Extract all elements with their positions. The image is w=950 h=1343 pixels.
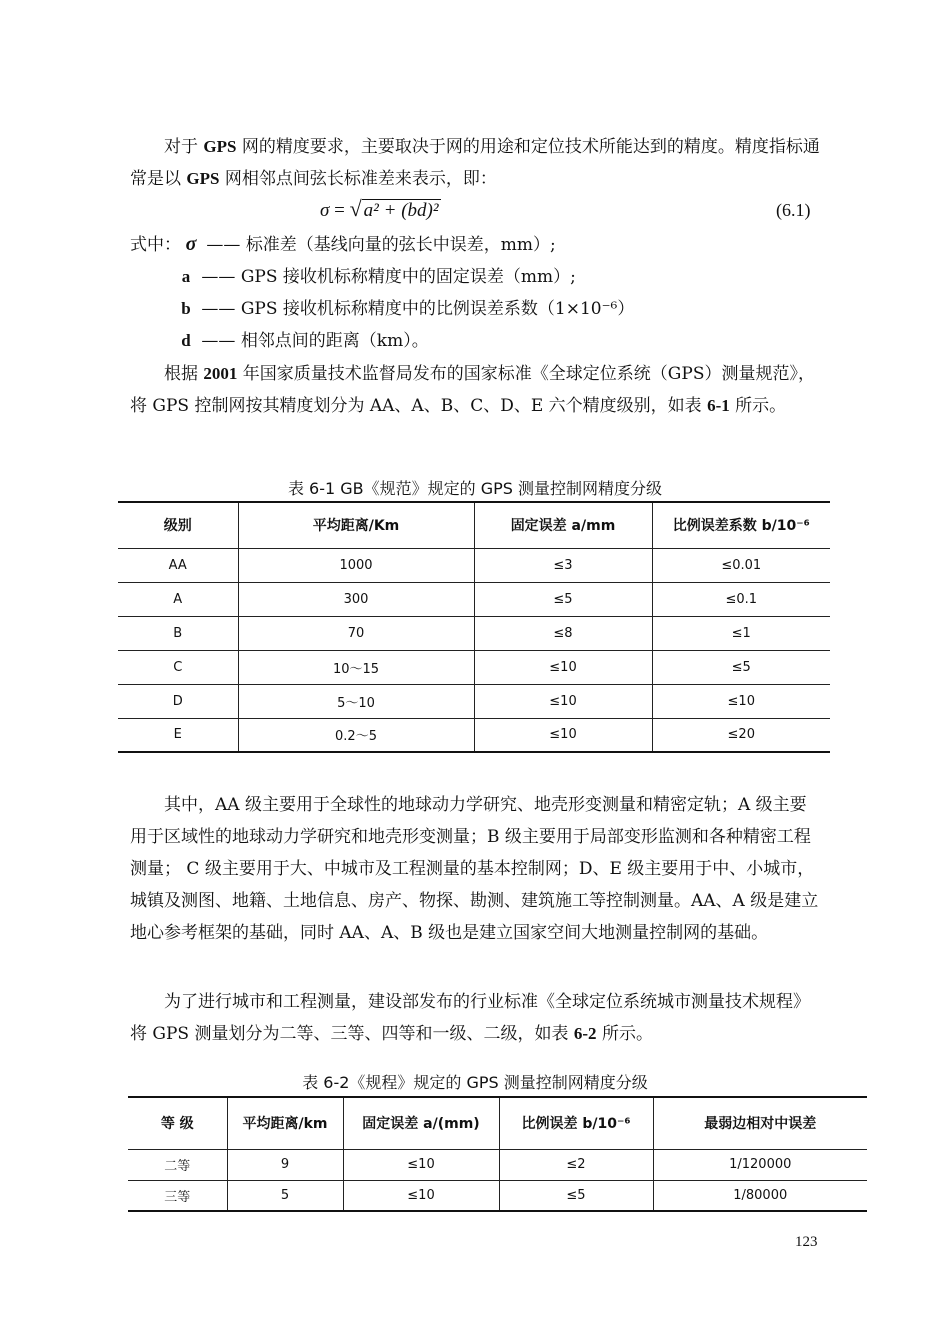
table-cell: 5 [227,1180,343,1211]
table-row [118,684,830,718]
table-cell: E [118,718,238,752]
definition-row: d —— 相邻点间的距离（km）。 [181,331,429,351]
column-header: 平均距离/Km [238,502,474,548]
equation-number: (6.1) [776,200,811,220]
table-cell: AA [118,548,238,582]
table-cell: 0.2～5 [238,718,474,752]
table-cell: 1/120000 [653,1149,867,1180]
definition-row: a —— GPS 接收机标称精度中的固定误差（mm）; [181,267,576,287]
table2-caption: 表 6-2《规程》规定的 GPS 测量控制网精度分级 [302,1073,648,1092]
city-survey-paragraph: 为了进行城市和工程测量，建设部发布的行业标准《全球定位系统城市测量技术规程》将 GPS 测量划分为二等、三等、四等和一级、二级，如表 6-2 所示。 [130,992,810,1044]
table-cell: ≤0.1 [652,582,830,616]
table-cell: ≤1 [652,616,830,650]
page-number: 123 [795,1234,818,1250]
column-header: 比例误差系数 b/10⁻⁶ [652,502,830,548]
table-cell: ≤5 [652,650,830,684]
column-header: 等 级 [128,1097,227,1149]
symbol-definitions [130,228,634,357]
definition-row: 式中： σ —— 标准差（基线向量的弦长中误差，mm）; [130,233,556,255]
table-cell: ≤10 [652,684,830,718]
table-cell: ≤10 [343,1180,499,1211]
table1-accuracy-grades [118,501,830,753]
formula-6-1: σ = √ a² + (bd)² [320,196,439,221]
table-cell: ≤10 [474,684,652,718]
table-cell: 1000 [238,548,474,582]
table-row [128,1180,867,1211]
table-cell: 300 [238,582,474,616]
table-cell: ≤8 [474,616,652,650]
table-cell: 5～10 [238,684,474,718]
table-row [118,582,830,616]
column-header: 最弱边相对中误差 [653,1097,867,1149]
table1-caption: 表 6-1 GB《规范》规定的 GPS 测量控制网精度分级 [287,479,663,498]
table-cell: ≤5 [474,582,652,616]
table-cell: 二等 [128,1149,227,1180]
table-cell: 三等 [128,1180,227,1211]
column-header: 固定误差 a/mm [474,502,652,548]
table-cell: ≤10 [343,1149,499,1180]
table-cell: D [118,684,238,718]
table-row [118,718,830,752]
table-row [128,1149,867,1180]
table-header-row [118,502,830,548]
standard-paragraph: 根据 2001 年国家质量技术监督局发布的国家标准《全球定位系统（GPS）测量规范》，将 GPS 控制网按其精度划分为 AA、A、B、C、D、E 六个精度级别，如表 6-1 所示。 [130,364,815,416]
table-cell: 10～15 [238,650,474,684]
column-header: 平均距离/km [227,1097,343,1149]
definition-row: b —— GPS 接收机标称精度中的比例误差系数（1×10⁻⁶） [181,299,635,319]
column-header: 固定误差 a/(mm) [343,1097,499,1149]
table2-city-grades [128,1096,867,1212]
table-cell: C [118,650,238,684]
table-row [118,548,830,582]
intro-paragraph: 对于 GPS 网的精度要求，主要取决于网的用途和定位技术所能达到的精度。精度指标通常是以 GPS 网相邻点间弦长标准差来表示，即： [130,137,820,189]
table-cell: ≤0.01 [652,548,830,582]
table-cell: 9 [227,1149,343,1180]
table-cell: ≤10 [474,718,652,752]
table-cell: B [118,616,238,650]
table-cell: A [118,582,238,616]
table-cell: ≤10 [474,650,652,684]
table-cell: ≤3 [474,548,652,582]
column-header: 比例误差 b/10⁻⁶ [499,1097,653,1149]
table-cell: ≤20 [652,718,830,752]
table-cell: 70 [238,616,474,650]
table-cell: ≤5 [499,1180,653,1211]
table-cell: ≤2 [499,1149,653,1180]
grade-usage-paragraph: 其中，AA 级主要用于全球性的地球动力学研究、地壳形变测量和精密定轨；A 级主要用于区域性的地球动力学研究和地壳形变测量；B 级主要用于局部变形监测和各种精密工程测量； C 级主要用于大、中城市及工程测量的基本控制网；D、E 级主要用于中、小城市，城镇及测图、地籍、土地信息、房产、物探、勘测、建筑施工等控制测量。AA、A 级是建立地心参考框架的基础，同时 AA、A、B 级也是建立国家空间大地测量控制网的基础。 [130,795,819,943]
table-header-row [128,1097,867,1149]
column-header: 级别 [118,502,238,548]
table-row [118,650,830,684]
table-row [118,616,830,650]
table-cell: 1/80000 [653,1180,867,1211]
